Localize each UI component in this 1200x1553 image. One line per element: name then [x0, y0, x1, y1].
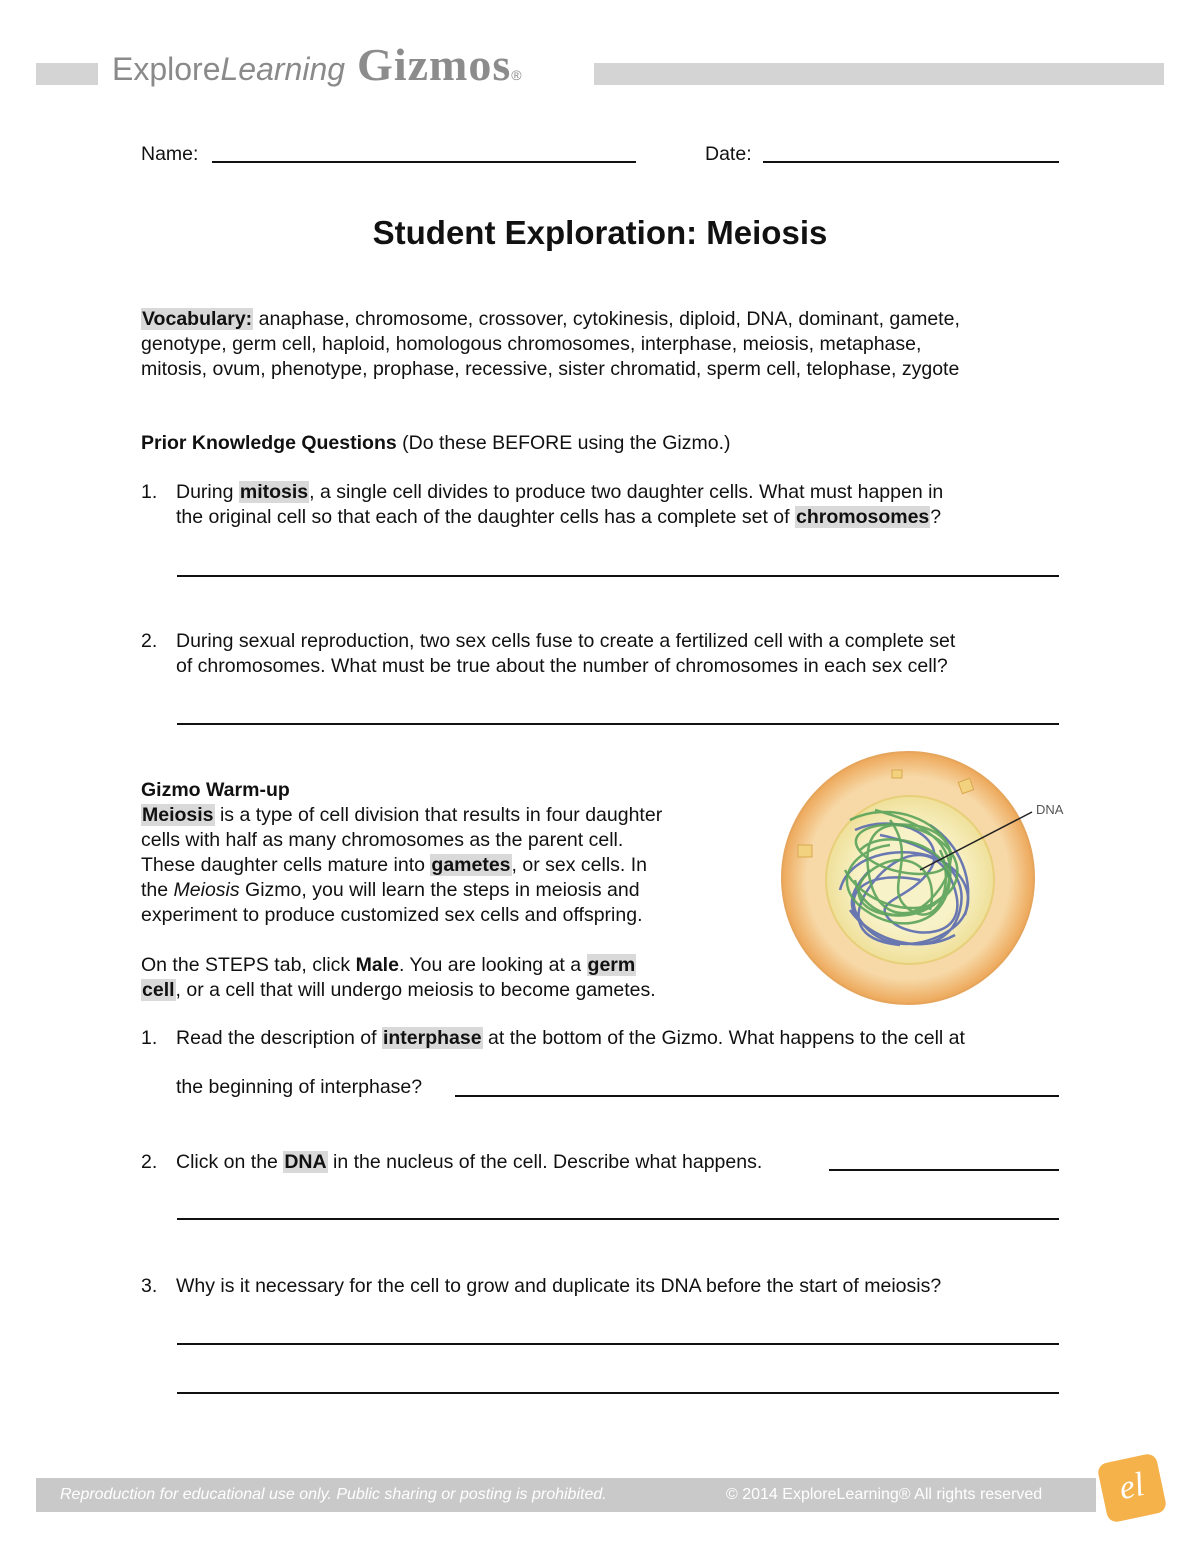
warmup-p1-e: the — [141, 879, 174, 901]
warmup-p1-f: Gizmo, you will learn the steps in meiosis and — [239, 879, 640, 901]
warmup-q3-number: 3. — [141, 1275, 158, 1297]
warmup-q1-text — [176, 1026, 1076, 1051]
prior-heading-note: (Do these BEFORE using the Gizmo.) — [396, 432, 731, 454]
warmup-q2-b: in the nucleus of the cell. Describe what happens. — [327, 1151, 763, 1173]
gizmo-name-italic: Meiosis — [173, 879, 240, 901]
prior-q2-answer-line[interactable] — [177, 723, 1059, 725]
brand-registered-mark: ® — [511, 67, 522, 83]
male-button-ref: Male — [355, 954, 399, 976]
prior-q2-line-1: During sexual reproduction, two sex cells fuse to create a fertilized cell with a complete set — [176, 630, 956, 652]
brand-logo — [112, 38, 522, 98]
footer-copyright: © 2014 ExploreLearning® All rights reserved — [726, 1486, 1043, 1503]
term-mitosis: mitosis — [239, 481, 309, 503]
vocabulary-line-3: mitosis, ovum, phenotype, prophase, recessive, sister chromatid, sperm cell, telophase, zygote — [141, 358, 960, 380]
warmup-q2-a: Click on the — [176, 1151, 284, 1173]
warmup-p1-c: These daughter cells mature into — [141, 854, 431, 876]
prior-q2-line-2: of chromosomes. What must be true about the number of chromosomes in each sex cell? — [176, 655, 948, 677]
warmup-q1-a: Read the description of — [176, 1027, 382, 1049]
footer-disclaimer: Reproduction for educational use only. Public sharing or posting is prohibited. — [60, 1486, 607, 1503]
organelle-3 — [892, 770, 902, 778]
term-interphase: interphase — [382, 1027, 482, 1049]
term-gametes: gametes — [431, 854, 511, 876]
organelle-2 — [798, 845, 812, 857]
header-bar-right — [594, 63, 1164, 85]
term-meiosis: Meiosis — [142, 804, 214, 826]
page-title: Student Exploration: Meiosis — [372, 214, 828, 251]
warmup-q1-text-2: the beginning of interphase? — [176, 1076, 423, 1098]
warmup-q3-text: Why is it necessary for the cell to grow and duplicate its DNA before the start of meiosis? — [176, 1275, 942, 1297]
germ-cell-figure — [780, 750, 1080, 1010]
warmup-q2-answer-line-2[interactable] — [177, 1218, 1059, 1220]
prior-q1-number: 1. — [141, 481, 158, 503]
warmup-p1-d: , or sex cells. In — [511, 854, 647, 876]
warmup-q1-b: at the bottom of the Gizmo. What happens to the cell at — [482, 1027, 965, 1049]
brand-explore-text: Explore — [112, 51, 221, 87]
vocabulary-block — [141, 307, 1081, 382]
dna-figure-label: DNA — [1036, 802, 1064, 817]
warmup-p2-a: On the STEPS tab, click — [141, 954, 356, 976]
prior-q1-answer-line[interactable] — [177, 575, 1059, 577]
warmup-q1-answer-line[interactable] — [455, 1095, 1059, 1097]
warmup-p1-g: experiment to produce customized sex cells and offspring. — [141, 904, 643, 926]
prior-q1-d: ? — [930, 506, 942, 528]
warmup-heading: Gizmo Warm-up — [141, 779, 290, 801]
term-chromosomes: chromosomes — [795, 506, 930, 528]
explorelearning-logo-icon — [1096, 1452, 1167, 1523]
brand-learning-text: Learning — [220, 51, 346, 87]
logo-letters: el — [1115, 1465, 1148, 1508]
prior-q1-text — [176, 480, 1066, 530]
date-label: Date: — [705, 143, 752, 165]
vocabulary-line-1: anaphase, chromosome, crossover, cytokinesis, diploid, DNA, dominant, gamete, — [253, 308, 960, 330]
warmup-q2-text — [176, 1150, 836, 1175]
warmup-p2-b: . You are looking at a — [398, 954, 587, 976]
term-dna: DNA — [284, 1151, 327, 1173]
prior-q1-b: , a single cell divides to produce two daughter cells. What must happen in — [309, 481, 944, 503]
warmup-q2-number: 2. — [141, 1151, 158, 1173]
warmup-intro — [141, 778, 741, 1003]
warmup-q2-answer-line-1[interactable] — [829, 1169, 1059, 1171]
prior-q1-a: During — [176, 481, 239, 503]
brand-gizmos-text: Gizmos — [357, 39, 512, 90]
name-field[interactable] — [212, 161, 636, 163]
warmup-q3-answer-line-1[interactable] — [177, 1343, 1059, 1345]
header-bar-left — [36, 63, 98, 85]
warmup-p1-b: cells with half as many chromosomes as the parent cell. — [141, 829, 624, 851]
warmup-q1-number: 1. — [141, 1027, 158, 1049]
date-field[interactable] — [763, 161, 1059, 163]
prior-heading-text: Prior Knowledge Questions — [141, 432, 397, 454]
vocabulary-line-2: genotype, germ cell, haploid, homologous chromosomes, interphase, meiosis, metaphase, — [141, 333, 922, 355]
name-label: Name: — [141, 143, 199, 165]
vocabulary-label: Vocabulary: — [142, 308, 253, 330]
footer-bar — [36, 1478, 1096, 1512]
warmup-q3-answer-line-2[interactable] — [177, 1392, 1059, 1394]
term-germ: germ — [587, 954, 636, 976]
warmup-p2-c: , or a cell that will undergo meiosis to become gametes. — [175, 979, 656, 1001]
prior-q1-c: the original cell so that each of the daughter cells has a complete set of — [176, 506, 795, 528]
prior-q2-text — [176, 629, 1076, 679]
prior-knowledge-heading — [141, 431, 731, 456]
warmup-p1-a: is a type of cell division that results in four daughter — [214, 804, 663, 826]
prior-q2-number: 2. — [141, 630, 158, 652]
term-cell: cell — [142, 979, 175, 1001]
